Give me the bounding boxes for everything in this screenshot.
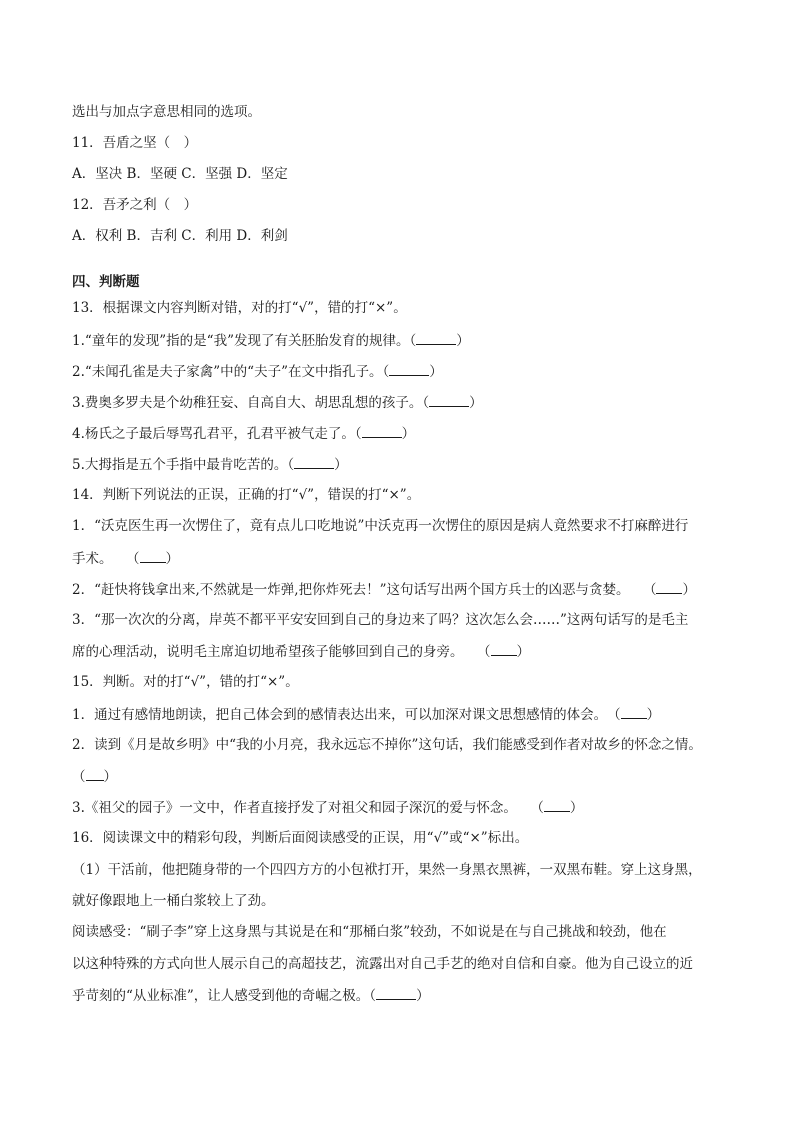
answer-blank[interactable] (544, 798, 570, 812)
answer-blank[interactable] (656, 580, 682, 594)
answer-blank[interactable] (86, 767, 104, 781)
question-15-item-1: 1．通过有感情地朗读，把自己体会到的感情表达出来，可以加深对课文思想感情的体会。 （ ） (72, 707, 661, 723)
section-title: 四、判断题 (72, 274, 140, 290)
question-13-item-4: 4.杨氏之子最后辱骂孔君平，孔君平被气走了。（ ） (72, 426, 416, 442)
question-12: 12．吾矛之利（ ） (72, 197, 198, 213)
question-16-passage-line-2: 就好像跟地上一桶白浆较上了劲。 (72, 893, 275, 909)
question-11: 11．吾盾之坚（ ） (72, 135, 198, 151)
question-15-item-3: 3.《祖父的园子》一文中，作者直接抒发了对祖父和园子深沉的爱与怀念。 （ ） (72, 800, 584, 816)
answer-blank[interactable] (362, 424, 402, 438)
question-15-item-2-line-2: （ ） (72, 769, 117, 785)
question-13-item-2: 2.“未闻孔雀是夫子家禽”中的“夫子”在文中指孔子。（ ） (72, 364, 443, 380)
question-13-item-3: 3.费奥多罗夫是个幼稚狂妄、自高自大、胡思乱想的孩子。（ ） (72, 395, 483, 411)
instruction-text: 选出与加点字意思相同的选项。 (72, 104, 261, 120)
question-16-feeling-line-2: 以这种特殊的方式向世人展示自己的高超技艺，流露出对自己手艺的绝对自信和自豪。他为自己设立的近 (72, 956, 693, 972)
question-14-item-1-line-2: 手术。 （ ） (72, 551, 179, 567)
answer-blank[interactable] (416, 331, 456, 345)
question-15-item-2-line-1: 2．读到《月是故乡明》中“我的小月亮，我永远忘不掉你”这句话，我们能感受到作者对故乡的怀念之情。 (72, 737, 702, 753)
question-15-stem: 15．判断。对的打“√”，错的打“×”。 (72, 674, 299, 690)
question-13-item-1: 1.“童年的发现”指的是“我”发现了有关胚胎发育的规律。（ ） (72, 333, 470, 349)
question-11-options: A．坚决 B．坚硬 C．坚强 D．坚定 (72, 166, 288, 182)
question-14-item-1-line-1: 1．“沃克医生再一次愣住了，竟有点儿口吃地说”中沃克再一次愣住的原因是病人竟然要求不打麻醉进行 (72, 518, 689, 534)
answer-blank[interactable] (429, 393, 469, 407)
question-14-item-2: 2．“赶快将钱拿出来,不然就是一炸弹,把你炸死去！”这句话写出两个国方兵士的凶恶与贪婪。 （ ） (72, 582, 696, 598)
answer-blank[interactable] (491, 642, 517, 656)
question-14-item-3-line-1: 3．“那一次次的分离，岸英不都平平安安回到自己的身边来了吗？这次怎么会……”这两句话写的是毛主 (72, 612, 689, 628)
question-16-stem: 16．阅读课文中的精彩句段，判断后面阅读感受的正误，用“√”或“×”标出。 (72, 830, 529, 846)
question-14-stem: 14．判断下列说法的正误，正确的打“√”，错误的打“×”。 (72, 487, 421, 503)
question-16-passage-line-1: （1）干活前，他把随身带的一个四四方方的小包袱打开，果然一身黑衣黑裤，一双黑布鞋。穿上这身黑， (72, 862, 702, 878)
question-16-feeling-line-1: 阅读感受：“刷子李”穿上这身黑与其说是在和“那桶白浆”较劲，不如说是在与自己挑战和较劲，他在 (72, 924, 667, 940)
answer-blank[interactable] (294, 455, 334, 469)
answer-blank[interactable] (376, 986, 416, 1000)
question-13-item-5: 5.大拇指是五个手指中最肯吃苦的。（ ） (72, 457, 348, 473)
question-13-stem: 13．根据课文内容判断对错，对的打“√”，错的打“×”。 (72, 300, 407, 316)
question-14-item-3-line-2: 席的心理活动，说明毛主席迫切地希望孩子能够回到自己的身旁。 （ ） (72, 644, 530, 660)
answer-blank[interactable] (140, 549, 166, 563)
question-16-feeling-line-3: 乎苛刻的“从业标准”，让人感受到他的奇崛之极。（ ） (72, 988, 430, 1004)
answer-blank[interactable] (389, 362, 429, 376)
answer-blank[interactable] (621, 705, 647, 719)
question-12-options: A．权利 B．吉利 C．利用 D．利剑 (72, 228, 288, 244)
